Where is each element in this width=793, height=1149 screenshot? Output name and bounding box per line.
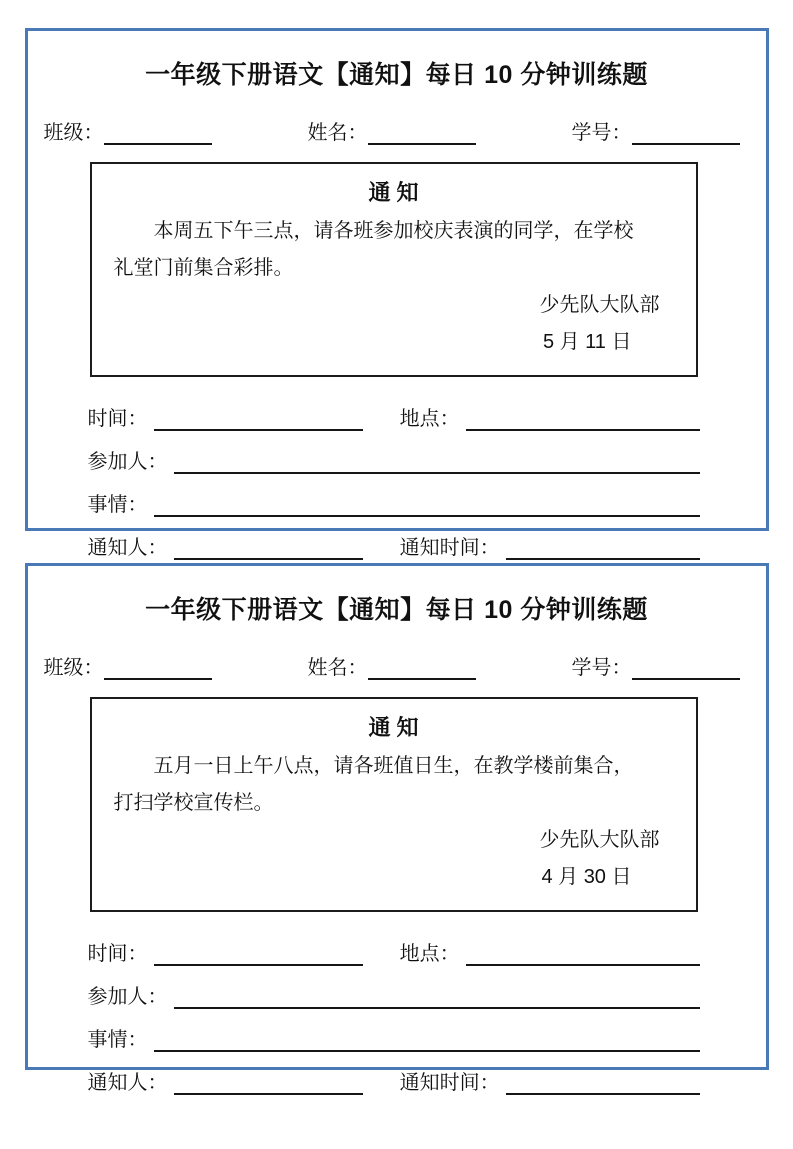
student-id-label: 学号： [571, 657, 632, 679]
worksheet-page [0, 28, 793, 1149]
participants-row [88, 444, 700, 474]
place-blank-line [466, 941, 700, 966]
notice-body-line: 本周五下午三点，请各班参加校庆表演的同学，在学校 [153, 220, 634, 242]
matter-row [88, 487, 700, 517]
notice-box [90, 697, 698, 912]
notice-signer: 少先队大队部 [539, 829, 660, 851]
notifier-label: 通知人： [87, 537, 168, 559]
worksheet-title: 一年级下册语文【通知】每日 10 分钟训练题 [145, 596, 648, 624]
name-label: 姓名： [307, 122, 368, 144]
notifier-row [88, 1065, 700, 1095]
notice-heading: 通 知 [368, 715, 419, 740]
notice-date: 5 月 11 日 [542, 331, 632, 353]
time-blank-line [154, 406, 363, 431]
matter-row [88, 1022, 700, 1052]
notifier-blank-line [174, 1070, 363, 1095]
name-blank-line [368, 655, 476, 680]
notify-time-blank-line [506, 535, 700, 560]
name-field [308, 651, 476, 680]
notify-time-field [400, 1066, 700, 1095]
class-blank-line [104, 655, 212, 680]
notifier-label: 通知人： [87, 1072, 168, 1094]
name-blank-line [368, 120, 476, 145]
matter-label: 事情： [87, 494, 148, 516]
worksheet-panel-2 [25, 563, 769, 1094]
name-label: 姓名： [307, 657, 368, 679]
student-id-label: 学号： [571, 122, 632, 144]
student-id-field [572, 116, 740, 145]
worksheet-title: 一年级下册语文【通知】每日 10 分钟训练题 [145, 61, 648, 89]
notice-box [90, 162, 698, 377]
place-field [400, 937, 700, 966]
student-info-row [44, 116, 740, 145]
participants-blank-line [174, 984, 700, 1009]
place-field [400, 402, 700, 431]
answer-fields [88, 936, 700, 1095]
notify-time-blank-line [506, 1070, 700, 1095]
class-label: 班级： [43, 657, 104, 679]
notice-body-line: 五月一日上午八点，请各班值日生，在教学楼前集合， [153, 755, 634, 777]
answer-fields [88, 401, 700, 560]
matter-blank-line [154, 1027, 700, 1052]
student-info-row [44, 651, 740, 680]
matter-blank-line [154, 492, 700, 517]
time-place-row [88, 936, 700, 966]
participants-field [88, 445, 700, 474]
time-label: 时间： [87, 408, 148, 430]
time-blank-line [154, 941, 363, 966]
matter-field [88, 1023, 700, 1052]
notify-time-field [400, 531, 700, 560]
class-field [44, 116, 212, 145]
notifier-row [88, 530, 700, 560]
class-blank-line [104, 120, 212, 145]
notifier-blank-line [174, 535, 363, 560]
matter-label: 事情： [87, 1029, 148, 1051]
worksheet-panel-1 [25, 28, 769, 559]
time-field [88, 402, 363, 431]
participants-field [88, 980, 700, 1009]
notice-signer: 少先队大队部 [539, 294, 660, 316]
notify-time-label: 通知时间： [399, 1072, 500, 1094]
matter-field [88, 488, 700, 517]
notice-body-line: 礼堂门前集合彩排。 [113, 257, 294, 279]
student-id-blank-line [632, 120, 740, 145]
participants-blank-line [174, 449, 700, 474]
student-id-blank-line [632, 655, 740, 680]
participants-row [88, 979, 700, 1009]
place-blank-line [466, 406, 700, 431]
participants-label: 参加人： [87, 986, 168, 1008]
class-field [44, 651, 212, 680]
class-label: 班级： [43, 122, 104, 144]
name-field [308, 116, 476, 145]
student-id-field [572, 651, 740, 680]
notify-time-label: 通知时间： [399, 537, 500, 559]
place-label: 地点： [399, 408, 460, 430]
notice-date: 4 月 30 日 [541, 866, 632, 888]
notice-heading: 通 知 [368, 180, 419, 205]
notice-body-line: 打扫学校宣传栏。 [113, 792, 274, 814]
participants-label: 参加人： [87, 451, 168, 473]
notifier-field [88, 531, 363, 560]
time-field [88, 937, 363, 966]
time-label: 时间： [87, 943, 148, 965]
place-label: 地点： [399, 943, 460, 965]
time-place-row [88, 401, 700, 431]
notifier-field [88, 1066, 363, 1095]
